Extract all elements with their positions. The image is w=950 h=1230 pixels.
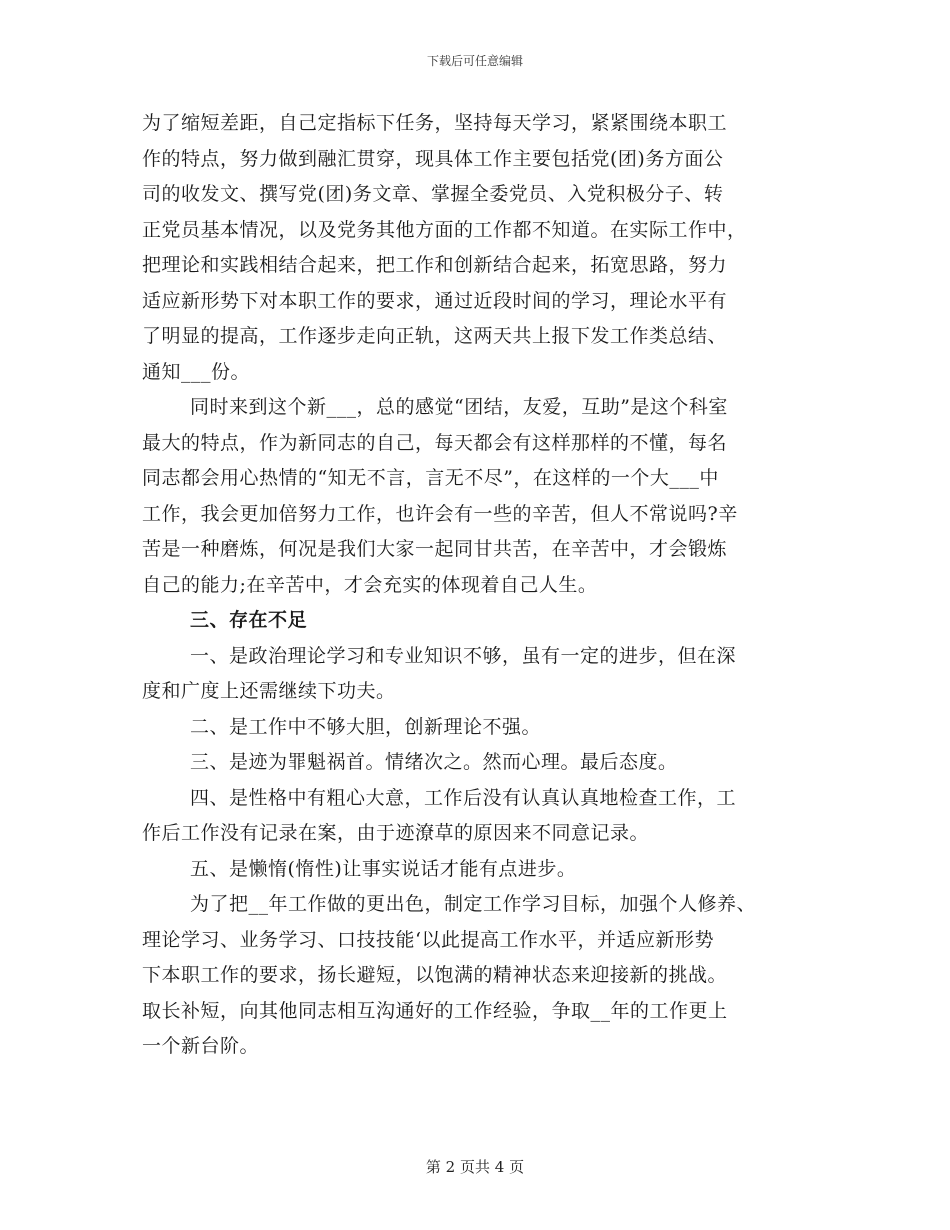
paragraph-line: 司的收发文、撰写党(团)务文章、掌握全委党员、入党积极分子、转 <box>142 183 724 205</box>
list-item: 三、是迹为罪魁祸首。情绪次之。然而心理。最后态度。 <box>190 751 678 773</box>
paragraph-line: 作后工作没有记录在案，由于迹潦草的原因来不同意记录。 <box>142 822 650 844</box>
paragraph-line: 一个新台阶。 <box>142 1035 260 1057</box>
paragraph-line: 同时来到这个新___，总的感觉“团结，友爱，互助”是这个科室 <box>190 396 728 418</box>
paragraph-line: 度和广度上还需继续下功夫。 <box>142 680 396 702</box>
paragraph-line: 正党员基本情况，以及党务其他方面的工作都不知道。在实际工作中， <box>142 218 747 241</box>
section-heading: 三、存在不足 <box>190 609 308 631</box>
paragraph-line: 适应新形势下对本职工作的要求，通过近段时间的学习，理论水平有 <box>142 289 728 312</box>
list-item: 一、是政治理论学习和专业知识不够，虽有一定的进步，但在深 <box>190 644 737 667</box>
paragraph-line: 通知___份。 <box>142 360 251 383</box>
page-header: 下载后可任意编辑 <box>426 54 523 68</box>
paragraph-line: 作的特点，努力做到融汇贯穿，现具体工作主要包括党(团)务方面公 <box>142 147 724 170</box>
paragraph-line: 为了把__年工作做的更出色，制定工作学习目标，加强个人修养、 <box>190 893 757 915</box>
paragraph-line: 最大的特点，作为新同志的自己，每天都会有这样那样的不懂，每名 <box>142 431 728 454</box>
paragraph-line: 工作，我会更加倍努力工作，也许会有一些的辛苦，但人不常说吗?辛 <box>142 502 738 525</box>
paragraph-line: 理论学习、业务学习、口技技能‘以此提高工作水平，并适应新形势 <box>142 928 715 951</box>
paragraph-line: 了明显的提高，工作逐步走向正轨，这两天共上报下发工作类总结、 <box>142 325 728 347</box>
paragraph-line: 苦是一种磨炼，何况是我们大家一起同甘共苦，在辛苦中，才会锻炼 <box>142 538 728 560</box>
paragraph-line: 为了缩短差距，自己定指标下任务，坚持每天学习，紧紧围绕本职工 <box>142 112 728 134</box>
page-number: 第 2 页共 4 页 <box>425 1158 525 1176</box>
document-body <box>142 106 810 1065</box>
paragraph-line: 把理论和实践相结合起来，把工作和创新结合起来，拓宽思路，努力 <box>142 254 728 276</box>
list-item: 五、是懒惰(惰性)让事实说话才能有点进步。 <box>190 857 577 880</box>
paragraph-line: 下本职工作的要求，扬长避短，以饱满的精神状态来迎接新的挑战。 <box>142 964 728 986</box>
list-item: 四、是性格中有粗心大意，工作后没有认真认真地检查工作，工 <box>190 786 737 809</box>
paragraph-line: 自己的能力;在辛苦中，才会充实的体现着自己人生。 <box>142 573 598 596</box>
paragraph-line: 取长补短，向其他同志相互沟通好的工作经验，争取__年的工作更上 <box>142 999 728 1022</box>
paragraph-line: 同志都会用心热情的“知无不言，言无不尽”，在这样的一个大___中 <box>142 467 719 489</box>
list-item: 二、是工作中不够大胆，创新理论不强。 <box>190 715 542 738</box>
